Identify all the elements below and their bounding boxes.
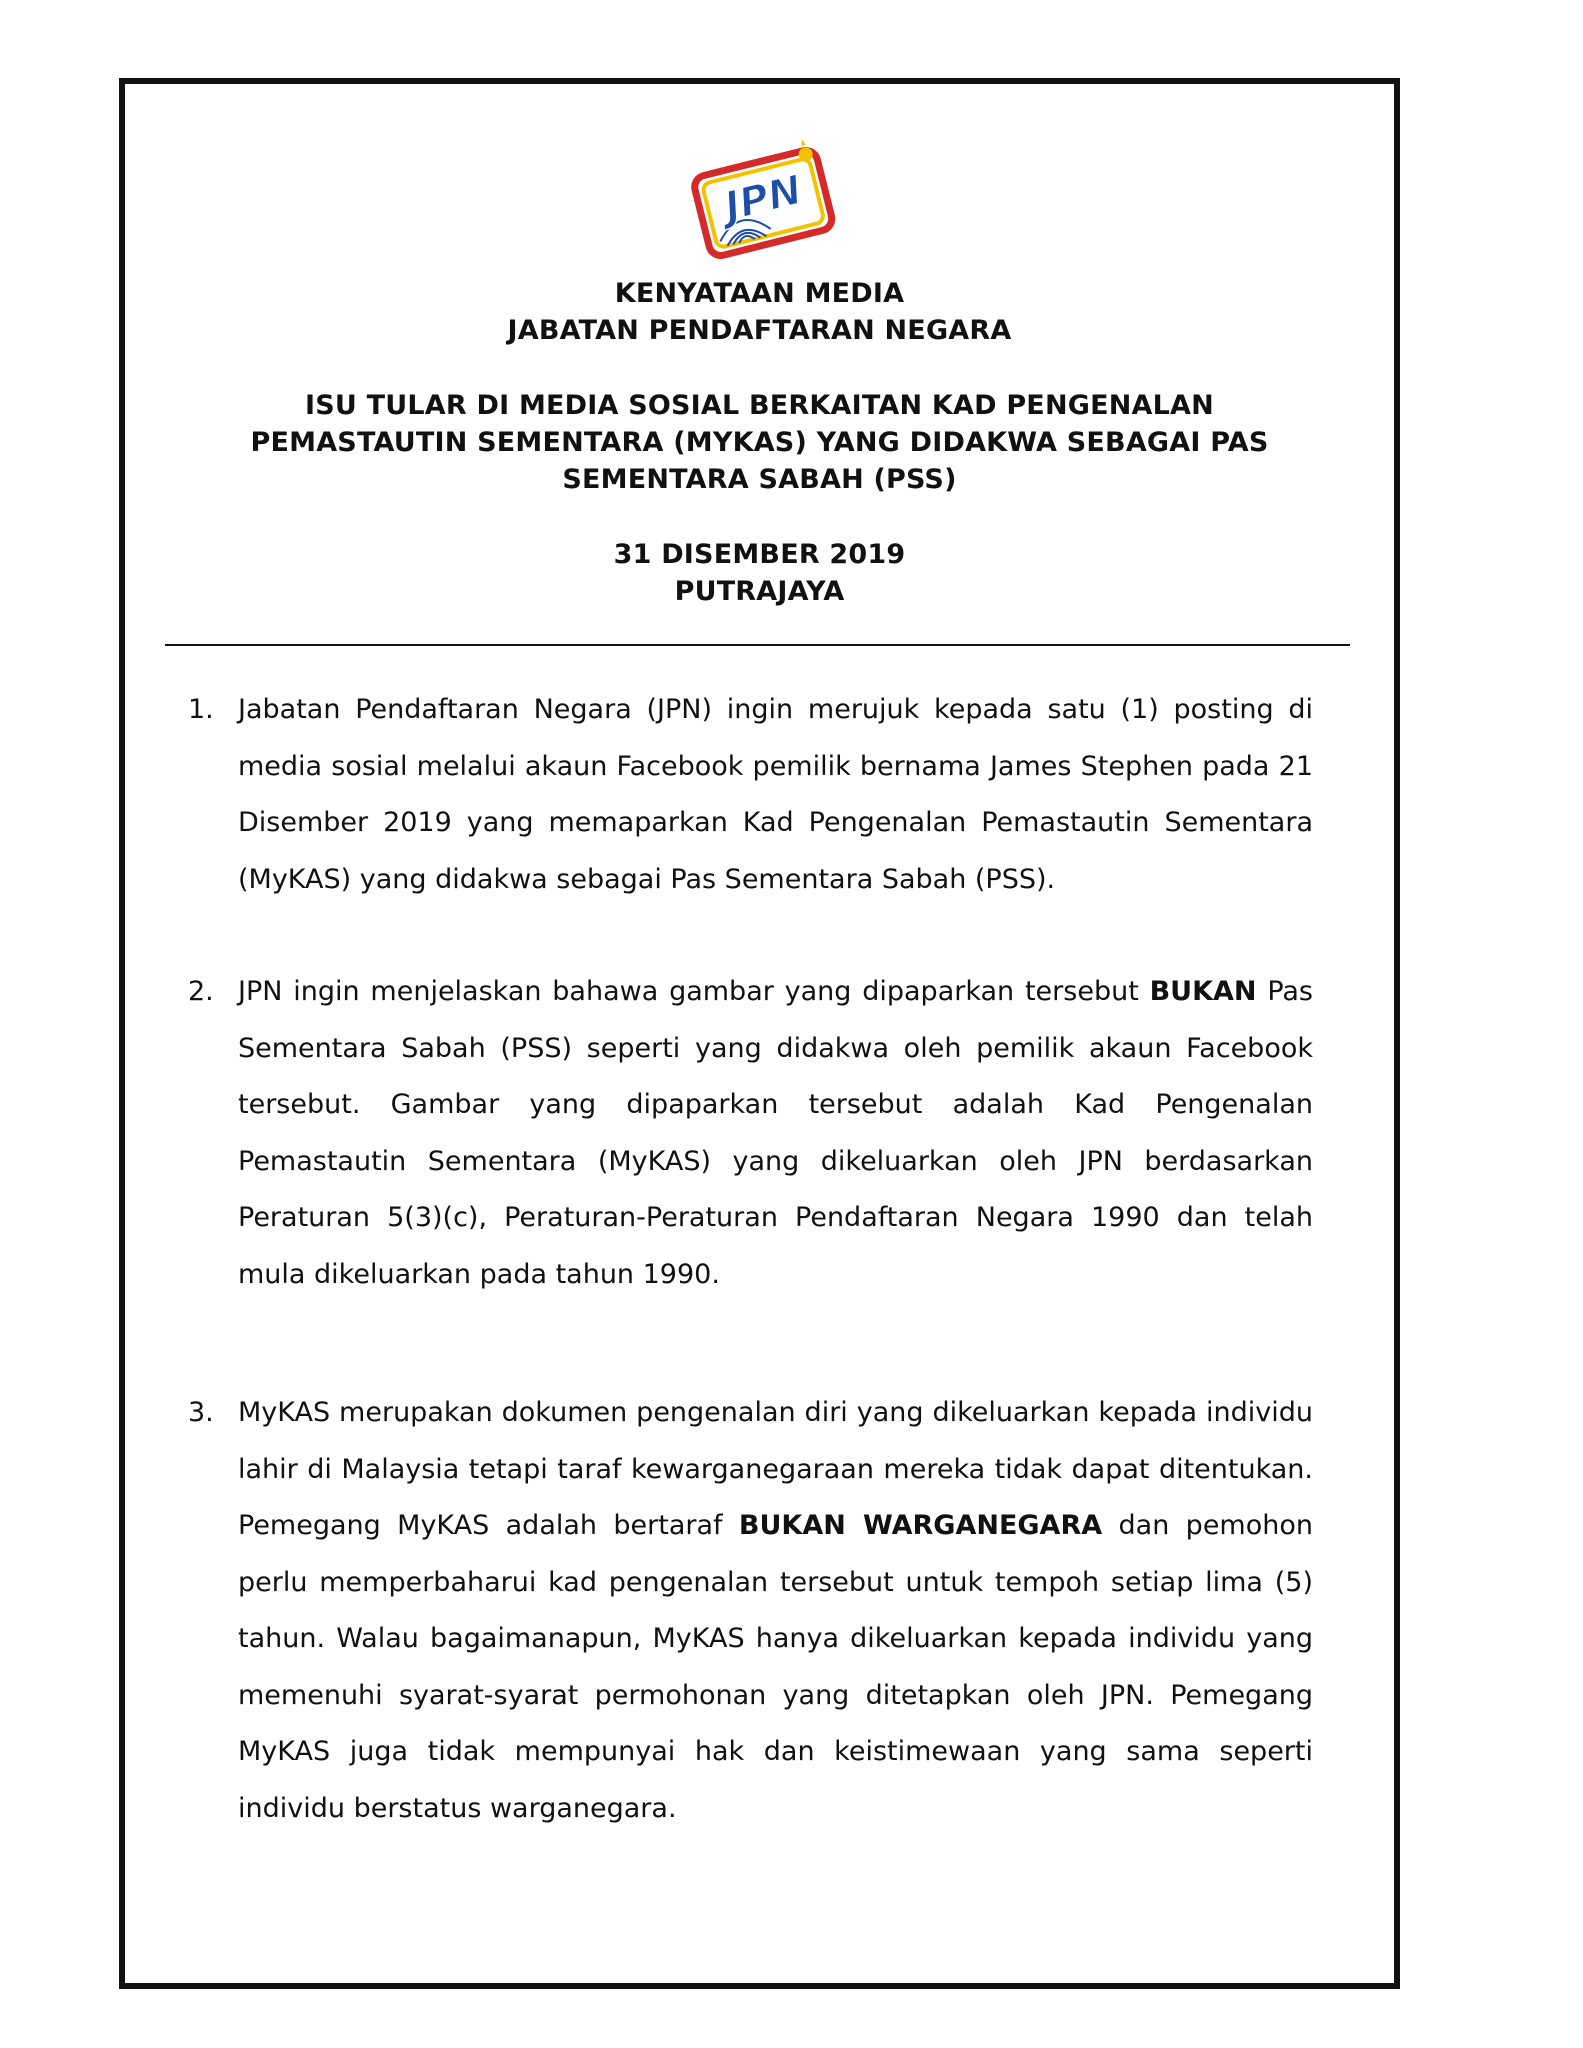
paragraph-number: 3.	[188, 1397, 214, 1428]
paragraph-text-after: Pas Sementara Sabah (PSS) seperti yang didakwa oleh pemilik akaun Facebook tersebut. Gambar yang dipaparkan tersebut adalah Kad Pengenalan Pemastautin Sementara (MyKAS) yang dikeluarkan oleh JPN berdasarkan Peraturan 5(3)(c), Peraturan-Peraturan Pendaftaran Negara 1990 dan telah mula dikeluarkan pada tahun 1990.	[238, 976, 1314, 1290]
title-line-3: SEMENTARA SABAH (PSS)	[562, 464, 957, 495]
jpn-logo	[678, 140, 848, 265]
dateline	[119, 536, 1400, 610]
statement-place: PUTRAJAYA	[674, 576, 845, 607]
emphasis-bukan-warganegara: BUKAN WARGANEGARA	[738, 1510, 1103, 1541]
paragraph-number: 2.	[188, 976, 214, 1007]
statement-title	[119, 387, 1400, 498]
paragraph-number: 1.	[188, 694, 214, 725]
paragraph-text: Jabatan Pendaftaran Negara (JPN) ingin merujuk kepada satu (1) posting di media sosial melalui akaun Facebook pemilik bernama James Stephen pada 21 Disember 2019 yang memaparkan Kad Pengenalan Pemastautin Sementara (MyKAS) yang didakwa sebagai Pas Sementara Sabah (PSS).	[238, 694, 1313, 895]
media-statement-heading	[119, 275, 1400, 349]
statement-date: 31 DISEMBER 2019	[613, 539, 906, 570]
heading-line-2: JABATAN PENDAFTARAN NEGARA	[507, 315, 1012, 346]
paragraph-2	[170, 964, 1313, 1303]
svg-text:JPN: JPN	[719, 167, 807, 231]
emphasis-bukan: BUKAN	[1149, 976, 1257, 1007]
horizontal-divider	[165, 644, 1350, 646]
title-line-1: ISU TULAR DI MEDIA SOSIAL BERKAITAN KAD PENGENALAN	[305, 390, 1214, 421]
paragraph-1	[170, 682, 1313, 908]
paragraph-3	[170, 1385, 1313, 1837]
title-line-2: PEMASTAUTIN SEMENTARA (MYKAS) YANG DIDAKWA SEBAGAI PAS	[250, 427, 1269, 458]
paragraph-text-before: MyKAS merupakan dokumen pengenalan diri yang dikeluarkan kepada individu lahir di Malaysia tetapi taraf kewarganegaraan mereka tidak dapat ditentukan. Pemegang MyKAS adalah bertaraf	[238, 1397, 1313, 1541]
paragraph-text-after: dan pemohon perlu memperbaharui kad pengenalan tersebut untuk tempoh setiap lima (5) tahun. Walau bagaimanapun, MyKAS hanya dikeluarkan kepada individu yang memenuhi syarat-syarat permohonan yang ditetapkan oleh JPN. Pemegang MyKAS juga tidak mempunyai hak dan keistimewaan yang sama seperti individu berstatus warganegara.	[238, 1510, 1314, 1824]
heading-line-1: KENYATAAN MEDIA	[614, 278, 905, 309]
statement-body	[170, 682, 1313, 1837]
paragraph-text-before: JPN ingin menjelaskan bahawa gambar yang dipaparkan tersebut	[238, 976, 1150, 1007]
